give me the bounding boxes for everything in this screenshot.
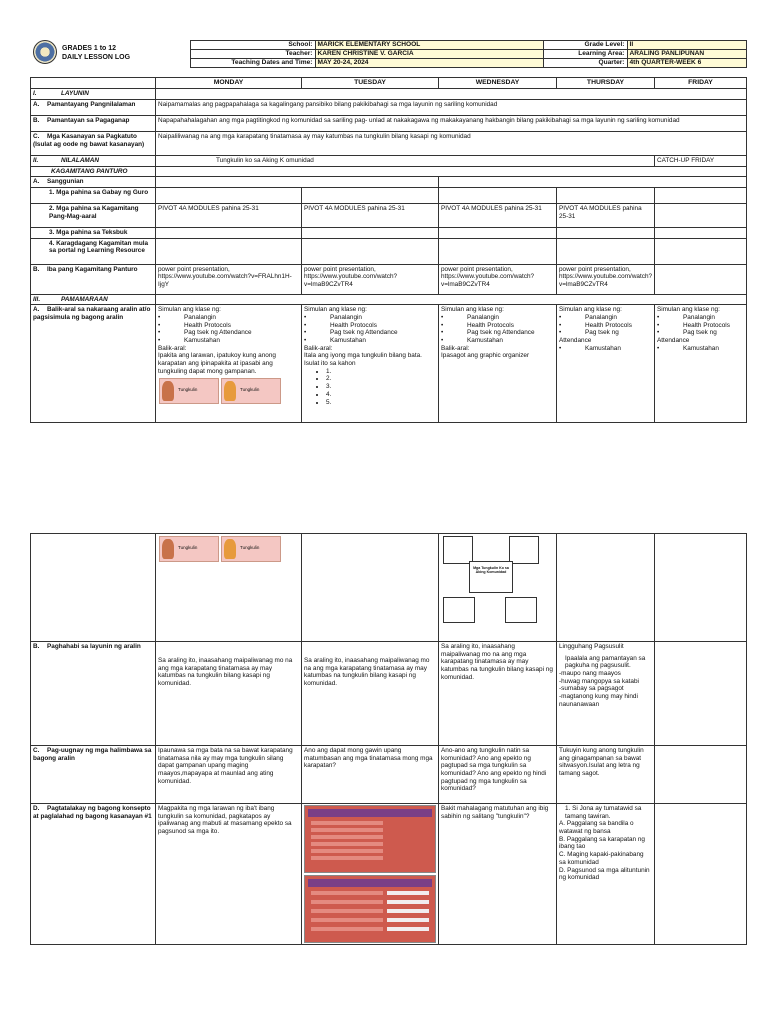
catch-up-friday: CATCH-UP FRIDAY [655,155,747,166]
slide-screenshot [304,875,436,943]
dates-label: Teaching Dates and Time: [190,59,315,68]
paghahabi-monday: Sa araling ito, inaasahang maipaliwanag mo na ang mga karapatang tinatamasa ay may katumbas na tungkulin bilang kasapi ng komunidad. [156,642,302,746]
pamantayan-sa-pagaganap-text: Napapahahalagahan ang mga pagtitingkod ng komunidad sa sariling pag- unlad at nakakagawa ng makakayanang hakbangin bilang pakikibahagi sa mga layunin ng sariling komunidad [156,115,747,131]
day-thursday: THURSDAY [557,78,655,89]
grade-value: II [627,41,746,50]
pamantayang-pangnilalaman-text: Naipamamalas ang pagpapahalaga sa kagalingang pansibiko bilang pakikibahagi sa mga layunin ng sariling komunidad [156,99,747,115]
row-pamantayang-pangnilalaman: A. Pamantayang Pangnilalaman [31,99,156,115]
pag-uugnay-monday: Ipaunawa sa mga bata na sa bawat karapatang tinatamasa nila ay may mga tungkulin silang dapat gampanan upang maging maayos,mapayapa at maunlad ang ating komunidad. [156,746,302,804]
school-value: MARICK ELEMENTARY SCHOOL [315,41,543,50]
kasanayan-sa-pagkatuto-text: Naipaliliwanag na ang mga karapatang tinatamasa ay may katumbas na tungkulin bilang kasapi ng komunidad [156,131,747,155]
iba-thursday: power point presentation, https://www.youtube.com/watch?v=lmaB9CZvTR4 [557,264,655,294]
row-balik-aral: A. Balik-aral sa nakaraang aralin at/o pagsisimula ng bagong aralin [31,305,156,423]
section-layunin: I. LAYUNIN [31,89,156,100]
lesson-log-table-page2 [30,533,747,945]
module-thursday: PIVOT 4A MODULES pahina 25-31 [557,203,655,227]
row-paghahabi: B. Paghahabi sa layunin ng aralin [31,642,156,746]
tungkulin-image: Tungkulin [221,378,281,404]
header-info-table [30,40,747,68]
graphic-organizer [441,535,539,623]
row-teksbuk: 3. Mga pahina sa Teksbuk [31,227,156,238]
area-label: Learning Area: [543,50,627,59]
iba-monday: power point presentation, https://www.youtube.com/watch?v=FRALhn1H-IjgY [156,264,302,294]
continued-wednesday [439,534,557,642]
balik-aral-thursday: Simulan ang klase ng: • Panalangin • Health Protocols • Pag tsek ng Attendance • Kamustahan [557,305,655,423]
module-wednesday: PIVOT 4A MODULES pahina 25-31 [439,203,557,227]
row-pagtatalakay: D. Pagtatalakay ng bagong konsepto at paglalahad ng bagong kasanayan #1 [31,804,156,945]
balik-aral-tuesday: Simulan ang klase ng: • Panalangin • Health Protocols • Pag tsek ng Attendance • Kamustahan Balik-aral: Itala ang iyong mga tungkulin bilang bata. Isulat ito sa kahon • 1. • 2. • 3. • 4. • 5. [302,305,439,423]
tungkulin-image: Tungkulin [221,536,281,562]
paghahabi-wednesday: Sa araling ito, inaasahang maipaliwanag mo na ang mga karapatang tinatamasa ay may katumbas na tungkulin bilang kasapi ng komunidad. [439,642,557,746]
continued-monday [156,534,302,642]
paghahabi-tuesday: Sa araling ito, inaasahang maipaliwanag mo na ang mga karapatang tinatamasa ay may katumbas na tungkulin bilang kasapi ng komunidad. [302,642,439,746]
pagtatalakay-thursday: 1. Si Jona ay tumatawid sa tamang tawiran. A. Paggalang sa bandila o watawat ng bansa B. Paggalang sa karapatan ng ibang tao C. Maging kapaki-pakinabang sa komunidad D. Pagsunod sa mga alituntunin ng komunidad [557,804,655,945]
quarter-value: 4th QUARTER-WEEK 6 [627,59,746,68]
row-pamantayan-sa-pagaganap: B. Pamantayan sa Pagaganap [31,115,156,131]
day-monday: MONDAY [156,78,302,89]
lesson-log-table-page1 [30,77,747,423]
module-monday: PIVOT 4A MODULES pahina 25-31 [156,203,302,227]
organizer-center: Mga Tungkulin Ko sa Aking Komunidad [469,561,513,593]
row-kasanayan-sa-pagkatuto: C. Mga Kasanayan sa Pagkatuto (Isulat ag oode ng bawat kasanayan) [31,131,156,155]
grade-label: Grade Level: [543,41,627,50]
day-tuesday: TUESDAY [302,78,439,89]
pag-uugnay-tuesday: Ano ang dapat mong gawin upang matumbasan ang mga tinatamasa mong mga karapatan? [302,746,439,804]
paghahabi-thursday: Lingguhang Pagsusulit Ipaalala ang pamantayan sa pagkuha ng pagsusulit. -maupo nang maayos -huwag mangopya sa katabi -sumabay sa pagsagot -magtanong kung may hindi naunanawaan [557,642,655,746]
iba-tuesday: power point presentation, https://www.youtube.com/watch?v=lmaB9CZvTR4 [302,264,439,294]
day-wednesday: WEDNESDAY [439,78,557,89]
row-iba-pang-kagamitan: B. Iba pang Kagamitang Panturo [31,264,156,294]
balik-aral-friday: Simulan ang klase ng: • Panalangin • Health Protocols • Pag tsek ng Attendance • Kamustahan [655,305,747,423]
teacher-label: Teacher: [190,50,315,59]
quarter-label: Quarter: [543,59,627,68]
nilalaman-text: Tungkulin ko sa Aking K omunidad [156,155,655,166]
area-value: ARALING PANLIPUNAN [627,50,746,59]
header-title: GRADES 1 to 12 DAILY LESSON LOG [62,45,131,62]
school-label: School: [190,41,315,50]
section-pamamaraan: III. PAMAMARAAN [31,294,156,305]
dates-value: MAY 20-24, 2024 [315,59,543,68]
tungkulin-image: Tungkulin [159,378,219,404]
balik-aral-wednesday: Simulan ang klase ng: • Panalangin • Health Protocols • Pag tsek ng Attendance • Kamustahan Balik-aral: Ipasagot ang graphic organizer [439,305,557,423]
slide-screenshot [304,805,436,873]
pagtatalakay-tuesday [302,804,439,945]
section-nilalaman: II. NILALAMAN [31,155,156,166]
row-pag-uugnay: C. Pag-uugnay ng mga halimbawa sa bagong aralin [31,746,156,804]
row-gabay-ng-guro: 1. Mga pahina sa Gabay ng Guro [31,187,156,203]
day-friday: FRIDAY [655,78,747,89]
tungkulin-image: Tungkulin [159,536,219,562]
row-kagamitang-pang-mag-aaral: 2. Mga pahina sa Kagamitang Pang-Mag-aaral [31,203,156,227]
iba-wednesday: power point presentation, https://www.youtube.com/watch?v=lmaB9CZvTR4 [439,264,557,294]
pagtatalakay-wednesday: Bakit mahalagang matutuhan ang ibig sabihin ng salitang "tungkulin"? [439,804,557,945]
module-tuesday: PIVOT 4A MODULES pahina 25-31 [302,203,439,227]
row-learning-resource: 4. Karagdagang Kagamitan mula sa portal ng Learning Resource [31,238,156,264]
section-kagamitang-panturo: KAGAMITANG PANTURO [31,166,156,177]
pag-uugnay-thursday: Tukuyin kung anong tungkulin ang ginagampanan sa bawat sitwasyon.Isulat ang letra ng tamang sagot. [557,746,655,804]
teacher-value: KAREN CHRISTINE V. GARCIA [315,50,543,59]
pag-uugnay-wednesday: Ano-ano ang tungkulin natin sa komunidad? Ano ang epekto ng pagtupad sa mga tungkulin sa komunidad? Ano ang epekto ng hindi pagtupad ng mga tungkulin sa komunidad? [439,746,557,804]
row-sanggunian: A. Sanggunian [31,177,156,188]
balik-aral-monday: Simulan ang klase ng: • Panalangin • Health Protocols • Pag tsek ng Attendance • Kamustahan Balik-aral: Ipakita ang larawan, ipatukoy kung anong karapatan ang ipinapakita at ipasabi ang tungkuling dapat mong gampanan. Tungkulin Tungkulin [156,305,302,423]
pagtatalakay-monday: Magpakita ng mga larawan ng iba't ibang tungkulin sa komunidad, pagkatapos ay ipaliwanag ang mabuti at masamang epekto sa pagsunod sa mga ito. [156,804,302,945]
